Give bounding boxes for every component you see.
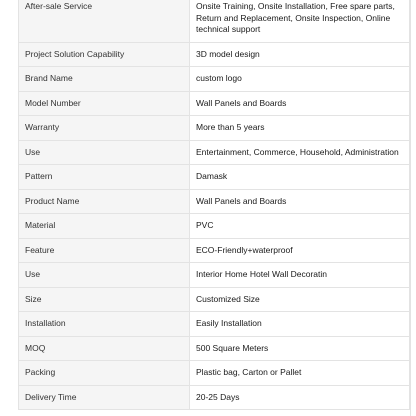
table-row bbox=[19, 385, 410, 410]
spec-label-installation: Installation bbox=[19, 312, 190, 337]
spec-value-material: PVC bbox=[190, 214, 410, 239]
spec-label-product-name: Product Name bbox=[19, 189, 190, 214]
spec-label-use: Use bbox=[19, 140, 190, 165]
table-row bbox=[19, 287, 410, 312]
spec-label-moq: MOQ bbox=[19, 336, 190, 361]
table-row bbox=[19, 361, 410, 386]
spec-label-delivery-time: Delivery Time bbox=[19, 385, 190, 410]
spec-value-use: Entertainment, Commerce, Household, Administration bbox=[190, 140, 410, 165]
table-right-border bbox=[410, 0, 411, 416]
table-row bbox=[19, 165, 410, 190]
spec-label-material: Material bbox=[19, 214, 190, 239]
spec-value-use-2: Interior Home Hotel Wall Decoratin bbox=[190, 263, 410, 288]
table-row bbox=[19, 214, 410, 239]
spec-value-product-name: Wall Panels and Boards bbox=[190, 189, 410, 214]
table-row bbox=[19, 42, 410, 67]
table-row bbox=[19, 238, 410, 263]
spec-label-after-sale-service: After-sale Service bbox=[19, 0, 190, 42]
spec-label-model-number: Model Number bbox=[19, 91, 190, 116]
spec-label-packing: Packing bbox=[19, 361, 190, 386]
spec-value-warranty: More than 5 years bbox=[190, 116, 410, 141]
table-row bbox=[19, 67, 410, 92]
spec-label-use-2: Use bbox=[19, 263, 190, 288]
spec-value-packing: Plastic bag, Carton or Pallet bbox=[190, 361, 410, 386]
product-specs-table bbox=[18, 0, 410, 410]
spec-label-brand-name: Brand Name bbox=[19, 67, 190, 92]
spec-label-size: Size bbox=[19, 287, 190, 312]
table-row bbox=[19, 263, 410, 288]
spec-value-moq: 500 Square Meters bbox=[190, 336, 410, 361]
spec-value-delivery-time: 20-25 Days bbox=[190, 385, 410, 410]
spec-label-pattern: Pattern bbox=[19, 165, 190, 190]
table-row bbox=[19, 312, 410, 337]
spec-value-pattern: Damask bbox=[190, 165, 410, 190]
spec-value-feature: ECO-Friendly+waterproof bbox=[190, 238, 410, 263]
table-row bbox=[19, 116, 410, 141]
spec-value-brand-name: custom logo bbox=[190, 67, 410, 92]
spec-value-after-sale-service: Onsite Training, Onsite Installation, Free spare parts, Return and Replacement, Onsite Inspection, Online technical support bbox=[190, 0, 410, 42]
spec-value-size: Customized Size bbox=[190, 287, 410, 312]
spec-label-project-solution-capability: Project Solution Capability bbox=[19, 42, 190, 67]
table-row bbox=[19, 140, 410, 165]
spec-value-installation: Easily Installation bbox=[190, 312, 410, 337]
table-row bbox=[19, 189, 410, 214]
spec-label-feature: Feature bbox=[19, 238, 190, 263]
table-row bbox=[19, 0, 410, 42]
spec-value-project-solution-capability: 3D model design bbox=[190, 42, 410, 67]
table-row bbox=[19, 91, 410, 116]
spec-label-warranty: Warranty bbox=[19, 116, 190, 141]
table-row bbox=[19, 336, 410, 361]
spec-value-model-number: Wall Panels and Boards bbox=[190, 91, 410, 116]
